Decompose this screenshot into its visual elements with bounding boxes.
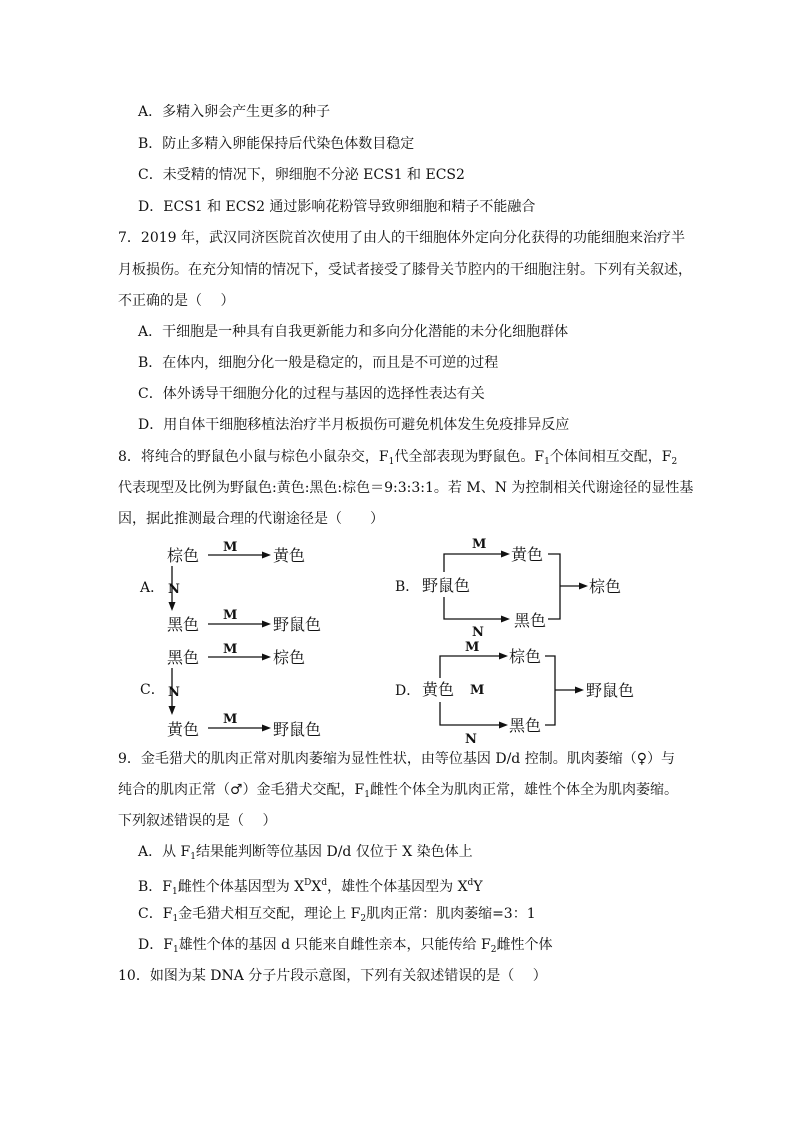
q10-stem: 10．如图为某 DNA 分子片段示意图，下列有关叙述错误的是（ ） [118,968,547,984]
diagram-a-bottom-left: 黑色 [167,615,200,634]
diagram-c-top-left: 黑色 [167,648,200,667]
diagram-d-arrowhead-lower [499,722,508,729]
q9-option-a: A．从 $F_1$结果能判断等位基因 D/d 仅位于 X 染色体上 [138,844,473,862]
q7-option-d: D．用自体干细胞移植法治疗半月板损伤可避免机体发生免疫排异反应 [138,417,570,433]
diagram-b-arrowhead-lower [501,616,510,623]
diagram-d-upper: 棕色 [509,647,542,666]
diagram-d-bracket [545,656,555,725]
diagram-c-gene-m-top: M [223,642,238,657]
q7-stem-line-3: 不正确的是（ ） [118,293,235,309]
diagram-c-top-right: 棕色 [273,648,306,667]
diagram-d-lower: 黑色 [509,716,542,735]
q7-stem-line-2: 月板损伤。在充分知情的情况下，受试者接受了膝骨关节腔内的干细胞注射。下列有关叙述， [118,262,692,278]
diagram-c-label: C． [140,682,165,698]
diagram-b-arrowhead-end [579,583,588,590]
diagram-c-bottom-right: 野鼠色 [273,720,322,739]
diagram-c-gene-m-bottom: M [223,712,238,727]
diagram-c-gene-n: N [168,685,180,700]
diagram-a-label: A． [140,580,165,596]
diagram-d-arrowhead-end [575,687,584,694]
diagram-d-arrowhead-upper [499,653,508,660]
q9-option-b: B．$F_1$雌性个体基因型为 $X^DX^d$，雄性个体基因型为 $X^dY$ [138,878,483,897]
diagram-b-gene-n: N [472,625,484,640]
diagram-b-arrowhead-upper [501,551,510,558]
diagram-d-start: 黄色 [422,680,455,699]
diagram-b-label: B． [395,579,420,595]
q8-stem-line-1: 8．将纯合的野鼠色小鼠与棕色小鼠杂交，$F_1$代全部表现为野鼠色。$F_1$个体间相互交配，$F_2$ [118,449,678,467]
q9-option-d: D．$F_1$雄性个体的基因 d 只能来自雌性亲本，只能传给 $F_2$雌性个体 [138,937,553,955]
diagram-a-gene-m-bottom: M [223,608,238,623]
q8-stem-line-3: 因，据此推测最合理的代谢途径是（ ） [118,511,384,527]
diagram-b-gene-m: M [472,537,487,552]
q8-pathway-diagram-d [390,636,650,746]
q8-stem-line-2: 代表现型及比例为野鼠色:黄色:黑色:棕色＝9:3:3:1。若 M、N 为控制相关代谢途径的显性基 [118,480,694,496]
diagram-c-bottom-left: 黄色 [167,720,200,739]
diagram-c-arrowhead-top [262,654,271,661]
q9-stem-line-3: 下列叙述错误的是（ ） [118,813,277,829]
diagram-d-arrow-upper [440,656,502,678]
q9-stem-line-2: 纯合的肌肉正常（♂）金毛猎犬交配，$F_1$雌性个体全为肌肉正常，雄性个体全为肌肉萎缩。 [118,782,678,800]
diagram-a-arrowhead-top [262,552,271,559]
q9-option-c: C．$F_1$金毛猎犬相互交配，理论上 $F_2$肌肉正常：肌肉萎缩=3：1 [138,906,536,924]
diagram-b-upper: 黄色 [511,545,544,564]
diagram-c-arrowhead-vertical [169,706,176,715]
diagram-d-arrow-lower [440,702,502,725]
q8-pathway-diagram-c [135,639,355,749]
diagram-a-arrowhead-vertical [169,602,176,611]
diagram-b-start: 野鼠色 [422,576,471,595]
q9-stem-line-1: 9．金毛猎犬的肌肉正常对肌肉萎缩为显性性状，由等位基因 D/d 控制。肌肉萎缩（♀）与 [118,751,675,767]
q7-stem-line-1: 7．2019 年，武汉同济医院首次使用了由人的干细胞体外定向分化获得的功能细胞来治疗半 [118,230,685,246]
q6-option-c: C．未受精的情况下，卵细胞不分泌 ECS1 和 ECS2 [138,167,465,183]
diagram-b-end: 棕色 [589,577,622,596]
diagram-a-bottom-right: 野鼠色 [273,615,322,634]
q6-option-b: B．防止多精入卵能保持后代染色体数目稳定 [138,136,415,152]
q6-option-a: A．多精入卵会产生更多的种子 [138,104,331,120]
q7-option-b: B．在体内，细胞分化一般是稳定的，而且是不可逆的过程 [138,355,499,371]
diagram-a-gene-m-top: M [223,540,238,555]
diagram-b-arrow-lower [444,597,504,619]
diagram-d-end: 野鼠色 [586,681,635,700]
diagram-c-arrowhead-bottom [262,725,271,732]
diagram-b-lower: 黑色 [514,611,547,630]
diagram-d-gene-m: M [465,640,480,655]
q8-pathway-diagram-a [135,535,355,645]
diagram-a-top-right: 黄色 [273,546,306,565]
diagram-a-gene-n: N [168,582,180,597]
q7-option-a: A．干细胞是一种具有自我更新能力和多向分化潜能的未分化细胞群体 [138,324,569,340]
diagram-d-gene-n: N [465,732,477,746]
diagram-b-bracket [548,554,560,619]
diagram-b-arrow-upper [444,554,504,572]
q7-option-c: C．体外诱导干细胞分化的过程与基因的选择性表达有关 [138,386,485,402]
diagram-a-top-left: 棕色 [167,546,200,565]
q6-option-d: D．ECS1 和 ECS2 通过影响花粉管导致卵细胞和精子不能融合 [138,199,536,215]
q8-pathway-diagram-b [390,532,640,642]
diagram-d-label: D． [395,683,421,699]
diagram-d-gene-m-center: M [470,683,485,698]
diagram-a-arrowhead-bottom [262,621,271,628]
